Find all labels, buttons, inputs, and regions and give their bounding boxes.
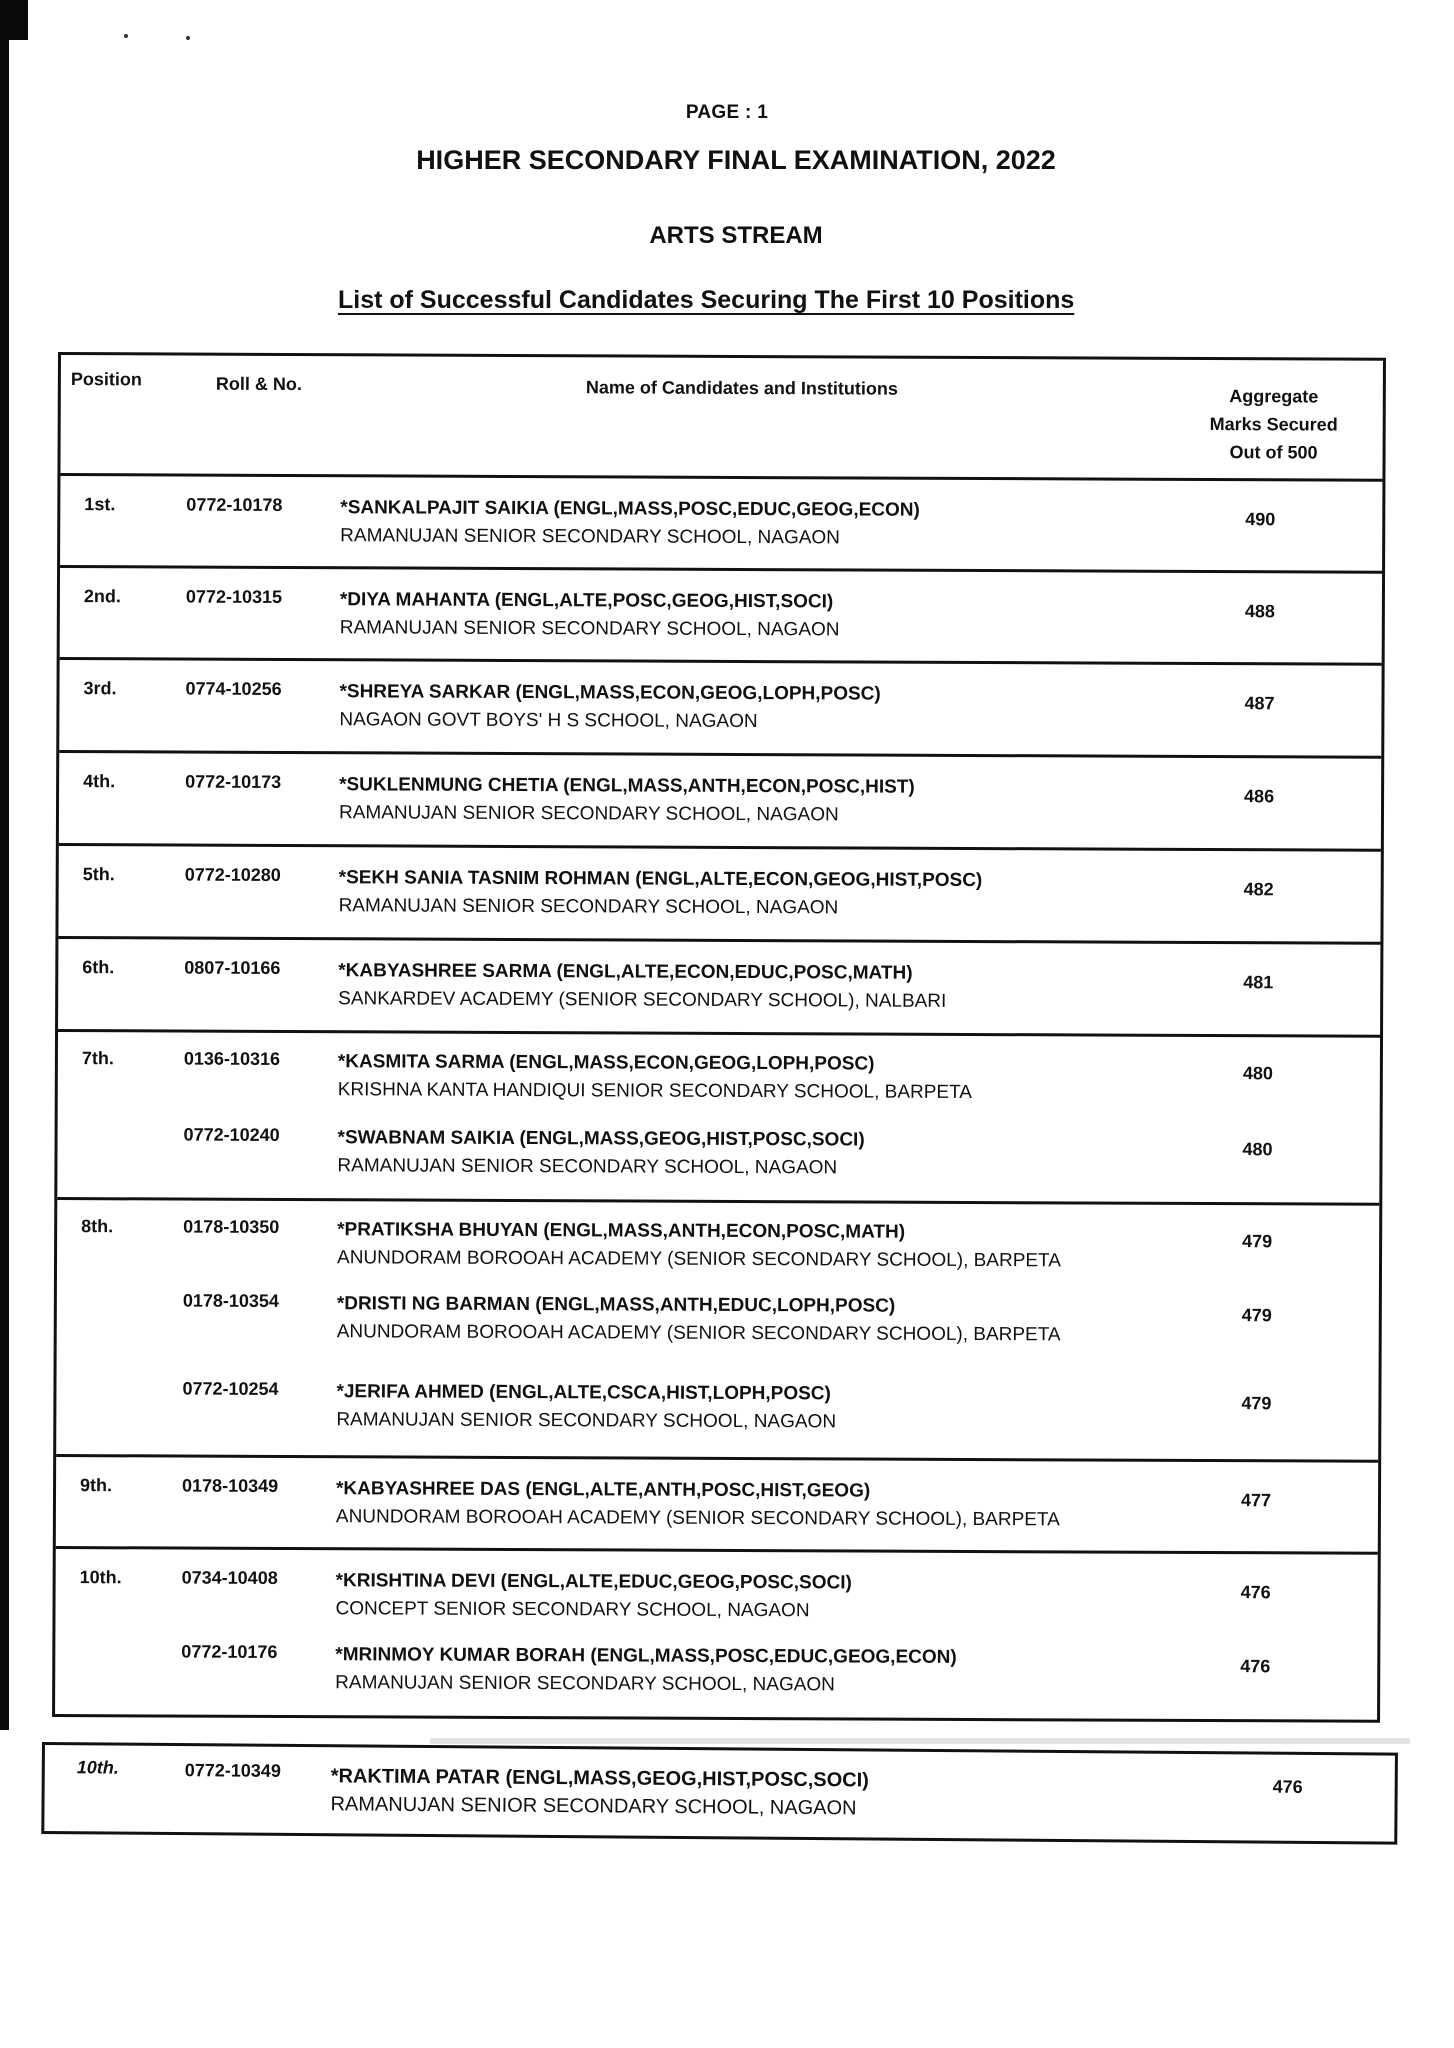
candidate-name: *DIYA MAHANTA (ENGL,ALTE,POSC,GEOG,HIST,SOCI) <box>339 589 834 613</box>
roll-cell: 0772-10173 <box>185 771 282 792</box>
roll-cell: 0772-10240 <box>183 1124 280 1145</box>
appended-row-box <box>41 1742 1398 1845</box>
candidate-name: *DRISTI NG BARMAN (ENGL,MASS,ANTH,EDUC,LOPH,POSC) <box>336 1293 896 1317</box>
column-header-position: Position <box>70 369 142 390</box>
institution-name: RAMANUJAN SENIOR SECONDARY SCHOOL, NAGAON <box>338 895 839 919</box>
roll-cell: 0772-10254 <box>182 1378 279 1399</box>
aggregate-line: Aggregate <box>1229 386 1319 407</box>
candidate-name: *SWABNAM SAIKIA (ENGL,MASS,GEOG,HIST,POSC,SOCI) <box>337 1127 865 1151</box>
scan-speck <box>124 34 128 38</box>
marks-cell: 479 <box>1241 1393 1272 1414</box>
roll-cell: 0772-10349 <box>184 1760 281 1781</box>
marks-cell: 487 <box>1244 693 1275 714</box>
scan-speck <box>186 36 190 40</box>
marks-cell: 480 <box>1242 1063 1273 1084</box>
position-group-1st <box>60 476 1382 574</box>
position-cell: 1st. <box>84 494 116 515</box>
paste-edge-smudge <box>430 1738 1410 1744</box>
marks-cell: 476 <box>1240 1582 1271 1603</box>
institution-name: KRISHNA KANTA HANDIQUI SENIOR SECONDARY SCHOOL, BARPETA <box>337 1079 973 1103</box>
institution-name: CONCEPT SENIOR SECONDARY SCHOOL, NAGAON <box>335 1598 810 1622</box>
roll-cell: 0772-10280 <box>184 864 281 885</box>
table-row <box>56 1378 1378 1444</box>
roll-cell: 0774-10256 <box>185 678 282 699</box>
candidate-name: *KABYASHREE DAS (ENGL,ALTE,ANTH,POSC,HIST,GEOG) <box>335 1478 871 1502</box>
roll-cell: 0178-10349 <box>182 1475 279 1496</box>
table-row <box>58 957 1380 1023</box>
table-row <box>55 1641 1377 1707</box>
marks-cell: 479 <box>1242 1231 1273 1252</box>
roll-cell: 0734-10408 <box>181 1567 278 1588</box>
position-cell: 7th. <box>81 1048 114 1069</box>
marks-cell: 479 <box>1241 1305 1272 1326</box>
marks-cell: 476 <box>1272 1776 1303 1797</box>
candidate-name: *SEKH SANIA TASNIM ROHMAN (ENGL,ALTE,ECON,GEOG,HIST,POSC) <box>338 867 983 892</box>
institution-name: NAGAON GOVT BOYS' H S SCHOOL, NAGAON <box>339 709 758 733</box>
institution-name: ANUNDORAM BOROOAH ACADEMY (SENIOR SECONDARY SCHOOL), BARPETA <box>336 1321 1061 1346</box>
marks-cell: 481 <box>1243 972 1274 993</box>
marks-cell: 490 <box>1245 509 1276 530</box>
position-cell: 2nd. <box>83 586 121 607</box>
table-row <box>57 1216 1379 1282</box>
candidate-name: *MRINMOY KUMAR BORAH (ENGL,MASS,POSC,EDUC,GEOG,ECON) <box>335 1644 957 1668</box>
position-group-4th <box>59 753 1381 852</box>
table-row <box>56 1475 1378 1541</box>
roll-cell: 0178-10354 <box>182 1290 279 1311</box>
stream-heading: ARTS STREAM <box>649 222 823 249</box>
institution-name: RAMANUJAN SENIOR SECONDARY SCHOOL, NAGAON <box>340 525 840 549</box>
list-title: List of Successful Candidates Securing The First 10 Positions <box>338 286 1075 314</box>
candidate-name: *SHREYA SARKAR (ENGL,MASS,ECON,GEOG,LOPH,POSC) <box>339 681 881 705</box>
institution-name: RAMANUJAN SENIOR SECONDARY SCHOOL, NAGAON <box>336 1409 837 1433</box>
position-group-9th <box>56 1457 1378 1555</box>
position-group-5th <box>58 846 1380 945</box>
candidate-name: *KRISHTINA DEVI (ENGL,ALTE,EDUC,GEOG,POSC,SOCI) <box>335 1570 852 1594</box>
candidate-name: *KABYASHREE SARMA (ENGL,ALTE,ECON,EDUC,POSC,MATH) <box>338 960 913 984</box>
marks-cell: 486 <box>1244 786 1275 807</box>
position-group-7th <box>57 1032 1380 1206</box>
position-group-2nd <box>60 568 1382 666</box>
table-row <box>60 494 1382 560</box>
aggregate-line: Marks Secured <box>1209 414 1338 435</box>
roll-cell: 0772-10315 <box>185 586 283 607</box>
roll-cell: 0772-10176 <box>181 1641 278 1662</box>
table-row <box>59 864 1381 930</box>
position-group-3rd <box>59 660 1381 759</box>
institution-name: SANKARDEV ACADEMY (SENIOR SECONDARY SCHOOL), NALBARI <box>338 988 947 1012</box>
institution-name: RAMANUJAN SENIOR SECONDARY SCHOOL, NAGAON <box>339 617 840 641</box>
roll-cell: 0136-10316 <box>183 1048 281 1069</box>
position-cell: 8th. <box>81 1216 114 1237</box>
position-cell: 3rd. <box>83 678 117 699</box>
position-cell: 4th. <box>83 771 116 792</box>
candidate-name: *KASMITA SARMA (ENGL,MASS,ECON,GEOG,LOPH,POSC) <box>337 1051 875 1075</box>
roll-cell: 0178-10350 <box>183 1216 280 1237</box>
institution-name: RAMANUJAN SENIOR SECONDARY SCHOOL, NAGAON <box>335 1672 835 1696</box>
position-group-8th <box>56 1200 1379 1463</box>
institution-name: RAMANUJAN SENIOR SECONDARY SCHOOL, NAGAON <box>330 1793 857 1820</box>
column-header-aggregate <box>1199 382 1349 467</box>
candidate-name: *RAKTIMA PATAR (ENGL,MASS,GEOG,HIST,POSC,SOCI) <box>330 1765 869 1792</box>
column-header-name: Name of Candidates and Institutions <box>585 377 898 399</box>
table-row <box>55 1567 1377 1633</box>
position-cell: 6th. <box>82 957 115 978</box>
position-cell: 10th. <box>76 1757 119 1778</box>
institution-name: RAMANUJAN SENIOR SECONDARY SCHOOL, NAGAON <box>338 802 839 826</box>
marks-cell: 476 <box>1240 1656 1271 1677</box>
table-row <box>58 1048 1380 1114</box>
position-cell: 10th. <box>79 1567 122 1588</box>
table-header <box>60 355 1383 482</box>
table-row <box>59 678 1381 744</box>
institution-name: RAMANUJAN SENIOR SECONDARY SCHOOL, NAGAON <box>337 1155 838 1179</box>
marks-cell: 488 <box>1244 601 1275 622</box>
roll-cell: 0807-10166 <box>184 957 281 978</box>
position-group-6th <box>58 939 1380 1038</box>
column-header-roll: Roll & No. <box>215 373 302 395</box>
table-row <box>60 586 1382 652</box>
position-cell: 5th. <box>82 864 115 885</box>
table-row <box>59 771 1381 837</box>
position-group-10th <box>55 1549 1378 1720</box>
candidate-name: *JERIFA AHMED (ENGL,ALTE,CSCA,HIST,LOPH,POSC) <box>336 1381 831 1405</box>
institution-name: ANUNDORAM BOROOAH ACADEMY (SENIOR SECONDARY SCHOOL), BARPETA <box>337 1247 1061 1272</box>
roll-cell: 0772-10178 <box>186 494 283 515</box>
aggregate-line: Out of 500 <box>1229 442 1318 463</box>
candidate-name: *PRATIKSHA BHUYAN (ENGL,MASS,ANTH,ECON,POSC,MATH) <box>337 1219 906 1243</box>
candidate-name: *SANKALPAJIT SAIKIA (ENGL,MASS,POSC,EDUC,GEOG,ECON) <box>340 497 920 521</box>
institution-name: ANUNDORAM BOROOAH ACADEMY (SENIOR SECONDARY SCHOOL), BARPETA <box>335 1506 1060 1531</box>
results-table <box>52 352 1386 1723</box>
page-number-label: PAGE : 1 <box>685 102 769 123</box>
marks-cell: 482 <box>1243 879 1274 900</box>
marks-cell: 477 <box>1240 1490 1272 1511</box>
exam-title: HIGHER SECONDARY FINAL EXAMINATION, 2022 <box>416 145 1056 175</box>
scan-edge-shadow <box>0 0 9 1730</box>
table-row <box>57 1124 1379 1190</box>
table-row <box>57 1290 1379 1356</box>
marks-cell: 480 <box>1242 1139 1273 1160</box>
candidate-name: *SUKLENMUNG CHETIA (ENGL,MASS,ANTH,ECON,POSC,HIST) <box>339 774 915 798</box>
position-cell: 9th. <box>80 1475 113 1496</box>
